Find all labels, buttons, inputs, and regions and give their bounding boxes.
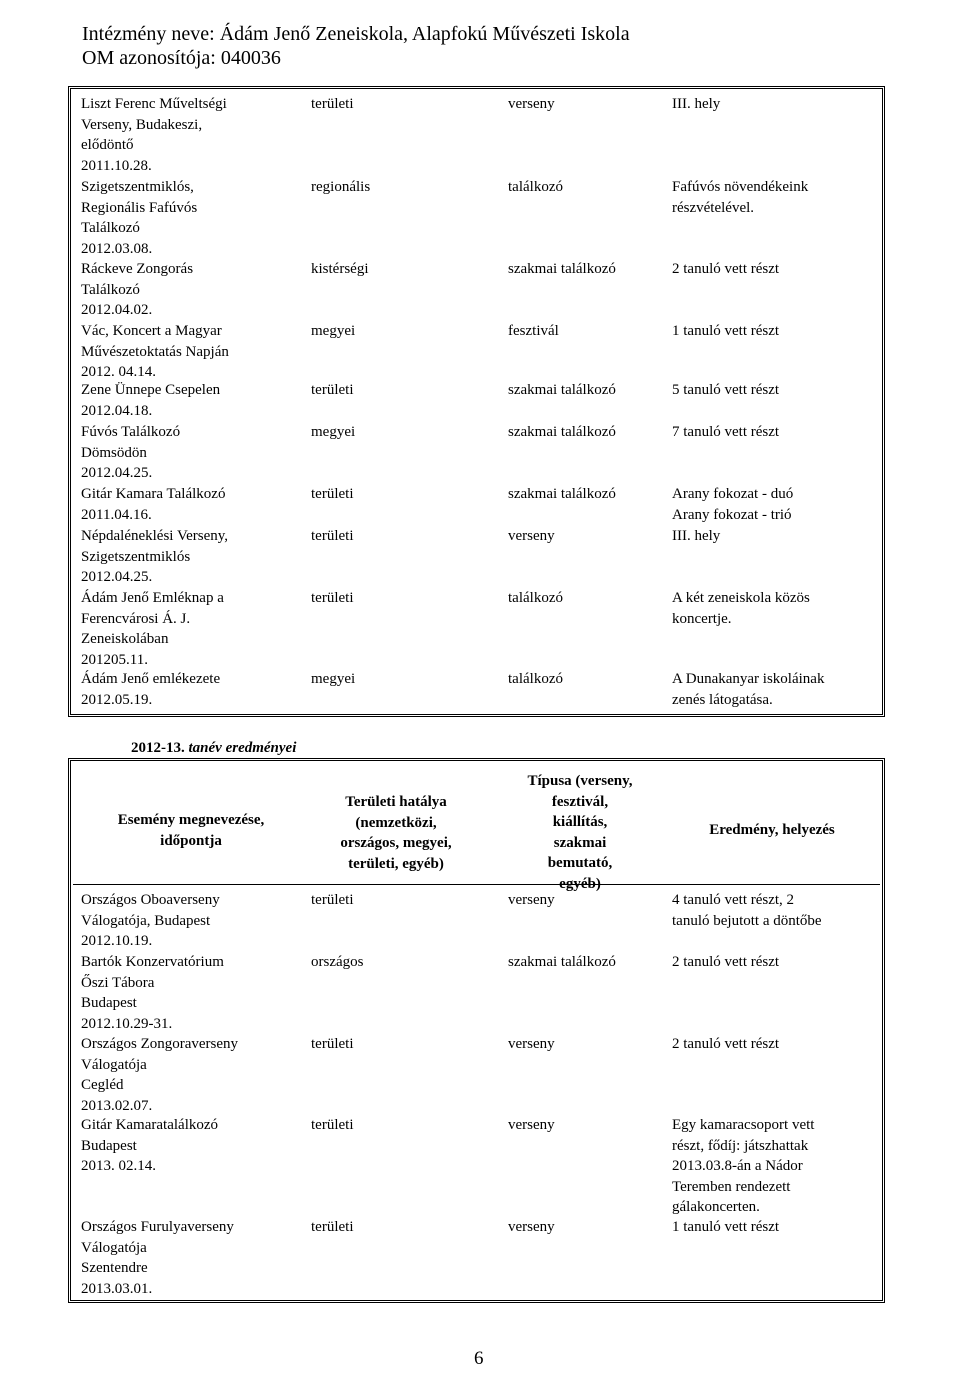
text-line: III. hely <box>672 96 721 112</box>
section-title <box>131 738 296 758</box>
text-line: 5 tanuló vett részt <box>672 382 780 398</box>
type-cell: szakmai találkozó <box>508 424 616 440</box>
header-result <box>667 820 877 841</box>
text-line: Gitár Kamaratalálkozó <box>81 1117 219 1133</box>
scope-cell: területi <box>311 892 354 908</box>
text-line: 2 tanuló vett részt <box>672 954 780 970</box>
page-number: 6 <box>474 1348 484 1369</box>
scope-cell: területi <box>311 590 354 606</box>
event-cell <box>81 321 229 383</box>
text-line: gálakoncerten. <box>672 1199 760 1215</box>
event-cell <box>81 259 193 321</box>
text-line: 2012.04.02. <box>81 302 153 318</box>
header-event <box>81 810 301 851</box>
event-cell <box>81 669 220 710</box>
institution-name: Intézmény neve: Ádám Jenő Zeneiskola, Alapfokú Művészeti Iskola <box>82 23 630 45</box>
event-cell <box>81 526 228 588</box>
text-line: 2011.04.16. <box>81 506 152 523</box>
scope-cell: területi <box>311 486 354 502</box>
text-line: fesztivál, <box>551 793 609 810</box>
result-cell <box>672 526 720 547</box>
header-type <box>501 771 659 894</box>
type-cell: találkozó <box>508 671 563 687</box>
text-line: 2012. 04.14. <box>81 364 156 380</box>
text-line: 4 tanuló vett részt, 2 <box>672 892 795 908</box>
text-line: Ráckeve Zongorás <box>81 261 194 277</box>
type-cell: verseny <box>508 892 555 908</box>
om-id: OM azonosítója: 040036 <box>82 47 281 69</box>
type-cell: szakmai találkozó <box>508 261 616 277</box>
result-cell <box>672 588 810 629</box>
text-line: 1 tanuló vett részt <box>672 1219 780 1235</box>
text-line: 2 tanuló vett részt <box>672 1036 780 1052</box>
result-cell <box>672 1217 779 1238</box>
type-cell: verseny <box>508 1219 555 1235</box>
text-line: 2012.04.25. <box>81 465 153 481</box>
result-cell <box>672 422 779 443</box>
text-line: bemutató, <box>547 855 613 871</box>
text-line: Dömsödön <box>81 444 147 461</box>
text-line: Gitár Kamara Találkozó <box>81 486 226 502</box>
text-line: 201205.11. <box>81 651 148 668</box>
text-line: Bartók Konzervatórium <box>81 954 224 970</box>
result-cell <box>672 380 779 401</box>
event-cell <box>81 588 224 670</box>
text-line: Budapest <box>81 1137 137 1154</box>
scope-cell: regionális <box>311 179 371 195</box>
text-line: tanuló bejutott a döntőbe <box>672 912 822 929</box>
type-cell: verseny <box>508 1036 555 1052</box>
text-line: 2013.02.07. <box>81 1097 153 1114</box>
result-cell <box>672 259 779 280</box>
result-cell <box>672 1034 779 1055</box>
event-cell <box>81 1115 218 1177</box>
text-line: Válogatója <box>81 1239 147 1256</box>
text-line: koncertje. <box>672 610 732 627</box>
text-line: 2 tanuló vett részt <box>672 261 780 277</box>
event-cell <box>81 1217 234 1299</box>
text-line: 2013.03.8-án a Nádor <box>672 1158 803 1174</box>
text-line: egyéb) <box>559 875 601 892</box>
scope-cell: területi <box>311 1219 354 1235</box>
header-divider <box>73 884 880 885</box>
text-line: részvételével. <box>672 199 755 216</box>
text-line: területi, egyéb) <box>348 855 444 872</box>
text-line: Budapest <box>81 995 137 1011</box>
event-cell <box>81 484 225 525</box>
scope-cell: területi <box>311 1117 354 1133</box>
text-line: 2012.05.19. <box>81 691 153 708</box>
text-line: Ádám Jenő Emléknap a <box>81 590 224 606</box>
text-line: 1 tanuló vett részt <box>672 323 780 339</box>
text-line: Teremben rendezett <box>672 1178 791 1195</box>
text-line: 2012.04.25. <box>81 569 153 585</box>
text-line: elődöntő <box>81 137 134 153</box>
text-line: kiállítás, <box>552 814 608 830</box>
text-line: Találkozó <box>81 220 140 236</box>
text-line: részt, fődíj: játszhattak <box>672 1137 809 1154</box>
text-line: 2013.03.01. <box>81 1280 153 1297</box>
scope-cell: megyei <box>311 323 356 339</box>
text-line: (nemzetközi, <box>355 814 437 831</box>
event-cell <box>81 380 220 421</box>
text-line: Vác, Koncert a Magyar <box>81 323 222 339</box>
results-table-2011-12 <box>68 86 885 717</box>
type-cell: találkozó <box>508 590 563 606</box>
text-line: Liszt Ferenc Műveltségi <box>81 96 227 112</box>
text-line: 7 tanuló vett részt <box>672 424 780 440</box>
scope-cell: területi <box>311 96 354 112</box>
text-line: 2011.10.28. <box>81 157 152 174</box>
text-line: Cegléd <box>81 1077 124 1093</box>
text-line: Arany fokozat - duó <box>672 486 794 502</box>
scope-cell: kistérségi <box>311 261 369 277</box>
text-line: zenés látogatása. <box>672 691 773 708</box>
text-line: Válogatója <box>81 1056 147 1073</box>
text-line: Országos Furulyaverseny <box>81 1219 234 1235</box>
result-cell <box>672 952 779 973</box>
section-title-rest: tanév eredményei <box>188 740 297 756</box>
event-cell <box>81 890 220 952</box>
type-cell: verseny <box>508 1117 555 1133</box>
text-line: Zeneiskolában <box>81 631 169 647</box>
type-cell: fesztivál <box>508 323 559 339</box>
text-line: 2012.04.18. <box>81 402 153 419</box>
event-cell <box>81 94 227 176</box>
text-line: szakmai <box>553 834 607 851</box>
header-scope <box>311 792 481 874</box>
text-line: Országos Zongoraverseny <box>81 1036 239 1052</box>
section-year: 2012-13. <box>131 740 185 756</box>
event-cell <box>81 177 197 259</box>
text-line: Arany fokozat - trió <box>672 506 792 523</box>
text-line: Ádám Jenő emlékezete <box>81 671 221 687</box>
text-line: Válogatója, Budapest <box>81 912 211 929</box>
text-line: Egy kamaracsoport vett <box>672 1117 815 1133</box>
type-cell: verseny <box>508 96 555 112</box>
type-cell: szakmai találkozó <box>508 954 616 970</box>
text-line: Területi hatálya <box>345 794 447 810</box>
text-line: Verseny, Budakeszi, <box>81 116 203 133</box>
text-line: Szigetszentmiklós, <box>81 179 194 195</box>
scope-cell: területi <box>311 382 354 398</box>
text-line: 2012.03.08. <box>81 240 153 257</box>
results-table-2012-13 <box>68 758 885 1303</box>
text-line: országos, megyei, <box>340 835 452 851</box>
result-cell <box>672 890 822 931</box>
text-line: Népdaléneklési Verseny, <box>81 528 229 544</box>
scope-cell: területi <box>311 1036 354 1052</box>
type-cell: szakmai találkozó <box>508 486 616 502</box>
scope-cell: megyei <box>311 424 356 440</box>
text-line: Regionális Fafúvós <box>81 199 198 216</box>
event-cell <box>81 422 180 484</box>
text-line: Fúvós Találkozó <box>81 424 181 440</box>
result-cell <box>672 484 793 525</box>
text-line: Őszi Tábora <box>81 974 155 991</box>
text-line: A Dunakanyar iskoláinak <box>672 671 825 687</box>
scope-cell: országos <box>311 954 364 970</box>
result-cell <box>672 1115 814 1218</box>
text-line: Fafúvós növendékeink <box>672 179 809 195</box>
result-cell <box>672 177 808 218</box>
result-cell <box>672 321 779 342</box>
text-line: időpontja <box>160 832 222 849</box>
text-line: Eredmény, helyezés <box>709 822 835 838</box>
text-line: 2013. 02.14. <box>81 1158 156 1174</box>
scope-cell: megyei <box>311 671 356 687</box>
type-cell: verseny <box>508 528 555 544</box>
text-line: Országos Oboaverseny <box>81 892 220 908</box>
text-line: Művészetoktatás Napján <box>81 343 229 360</box>
result-cell <box>672 669 824 710</box>
type-cell: szakmai találkozó <box>508 382 616 398</box>
text-line: Típusa (verseny, <box>527 773 633 789</box>
text-line: Szigetszentmiklós <box>81 548 191 565</box>
text-line: A két zeneiskola közös <box>672 590 810 606</box>
event-cell <box>81 1034 238 1116</box>
text-line: Szentendre <box>81 1260 148 1276</box>
type-cell: találkozó <box>508 179 563 195</box>
text-line: Ferencvárosi Á. J. <box>81 610 191 627</box>
scope-cell: területi <box>311 528 354 544</box>
result-cell <box>672 94 720 115</box>
text-line: 2012.10.19. <box>81 933 153 949</box>
text-line: Esemény megnevezése, <box>117 812 265 828</box>
text-line: Zene Ünnepe Csepelen <box>81 382 221 398</box>
text-line: III. hely <box>672 528 721 544</box>
event-cell <box>81 952 224 1034</box>
text-line: 2012.10.29-31. <box>81 1015 173 1032</box>
text-line: Találkozó <box>81 281 140 298</box>
